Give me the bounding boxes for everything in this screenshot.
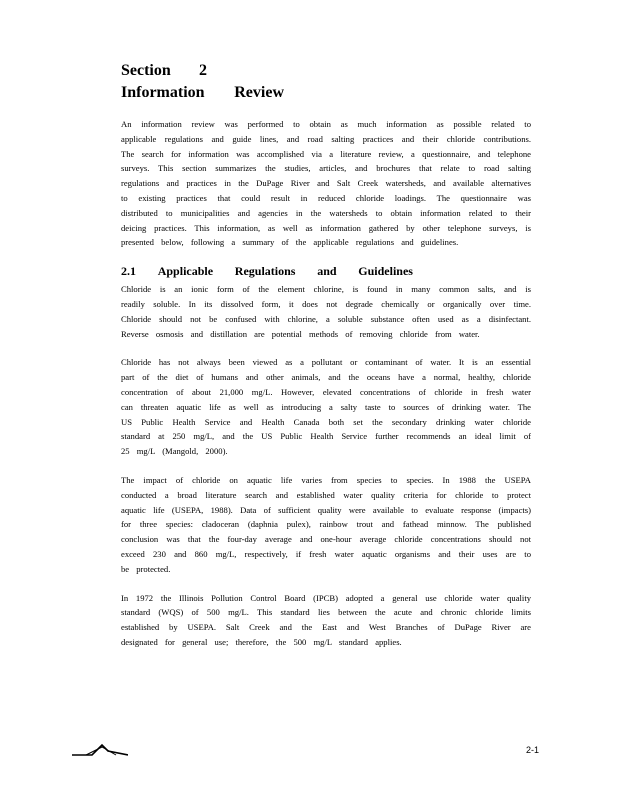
section-label: Section bbox=[121, 62, 171, 79]
body-paragraph: Chloride is an ionic form of the element chlorine, is found in many common salts, and is readily soluble. In its dissolved form, it does not degrade chemically or organically over time. Chloride should not be confused with chlorine, a soluble substance often used as a disinfectant. Reverse osmosis and distillation are potential methods of removing chloride from water. bbox=[121, 284, 531, 339]
body-content bbox=[121, 117, 531, 664]
section-label-line bbox=[121, 60, 207, 82]
triangle-logo-icon bbox=[72, 743, 128, 757]
body-paragraph: The impact of chloride on aquatic life varies from species to species. In 1988 the USEPA conducted a broad literature search and established water quality criteria for chloride to protect aquatic life (USEPA, 1988). Data of sufficient quality were available to evaluate response (impacts) for three species: cladoceran (daphnia pulex), rainbow trout and fathead minnow. The published conclusion was that the four-day average and one-hour average chloride concentrations should not exceed 230 and 860 mg/L, respectively, if fresh water aquatic organisms and their uses are to be protected. bbox=[121, 474, 531, 574]
page-number: 2-1 bbox=[526, 745, 540, 755]
subsection-title-word2: Regulations bbox=[234, 264, 296, 279]
subsection-title-word4: Guidelines bbox=[358, 264, 413, 279]
body-paragraph: In 1972 the Illinois Pollution Control Board (IPCB) adopted a general use chloride water quality standard (WQS) of 500 mg/L. This standard lies between the acute and chronic chloride limits established by USEPA. Salt Creek and the East and West Branches of DuPage River are designated for general use; therefore, the 500 mg/L standard applies. bbox=[121, 592, 531, 647]
subsection-heading bbox=[121, 263, 413, 279]
section-title-part2: Review bbox=[234, 84, 284, 101]
subsection-number: 2.1 bbox=[121, 264, 136, 279]
section-title-line bbox=[121, 82, 284, 104]
intro-paragraph: An information review was performed to obtain as much information as possible related to applicable regulations and guide lines, and road salting practices and their chloride contributions. The search for information was accomplished via a literature review, a questionnaire, and telephone surveys. This section summarizes the studies, articles, and brochures that relate to road salting regulations and practices in the DuPage River and Salt Creek watersheds, and available alternatives to existing practices that could result in reduced chloride loadings. The questionnaire was distributed to municipalities and agencies in the watersheds to obtain information related to their deicing practices. This information, as well as information gathered by other telephone surveys, is presented below, following a summary of the applicable regulations and guidelines. bbox=[121, 119, 531, 248]
section-heading bbox=[121, 60, 421, 104]
section-number: 2 bbox=[199, 62, 207, 79]
body-paragraph: Chloride has not always been viewed as a pollutant or contaminant of water. It is an essential part of the diet of humans and other animals, and the oceans have a normal, healthy, chloride concentration of about 21,000 mg/L. However, elevated concentrations of chloride in fresh water can threaten aquatic life as well as introducing a salty taste to sources of drinking water. The US Public Health Service and Health Canada both set the secondary drinking water chloride standard at 250 mg/L, and the US Public Health Service further recommends an ideal limit of 25 mg/L (Mangold, 2000). bbox=[121, 357, 531, 457]
section-title-part1: Information bbox=[121, 84, 205, 101]
subsection-title-word3: and bbox=[317, 264, 337, 279]
subsection-title-word1: Applicable bbox=[157, 264, 214, 279]
